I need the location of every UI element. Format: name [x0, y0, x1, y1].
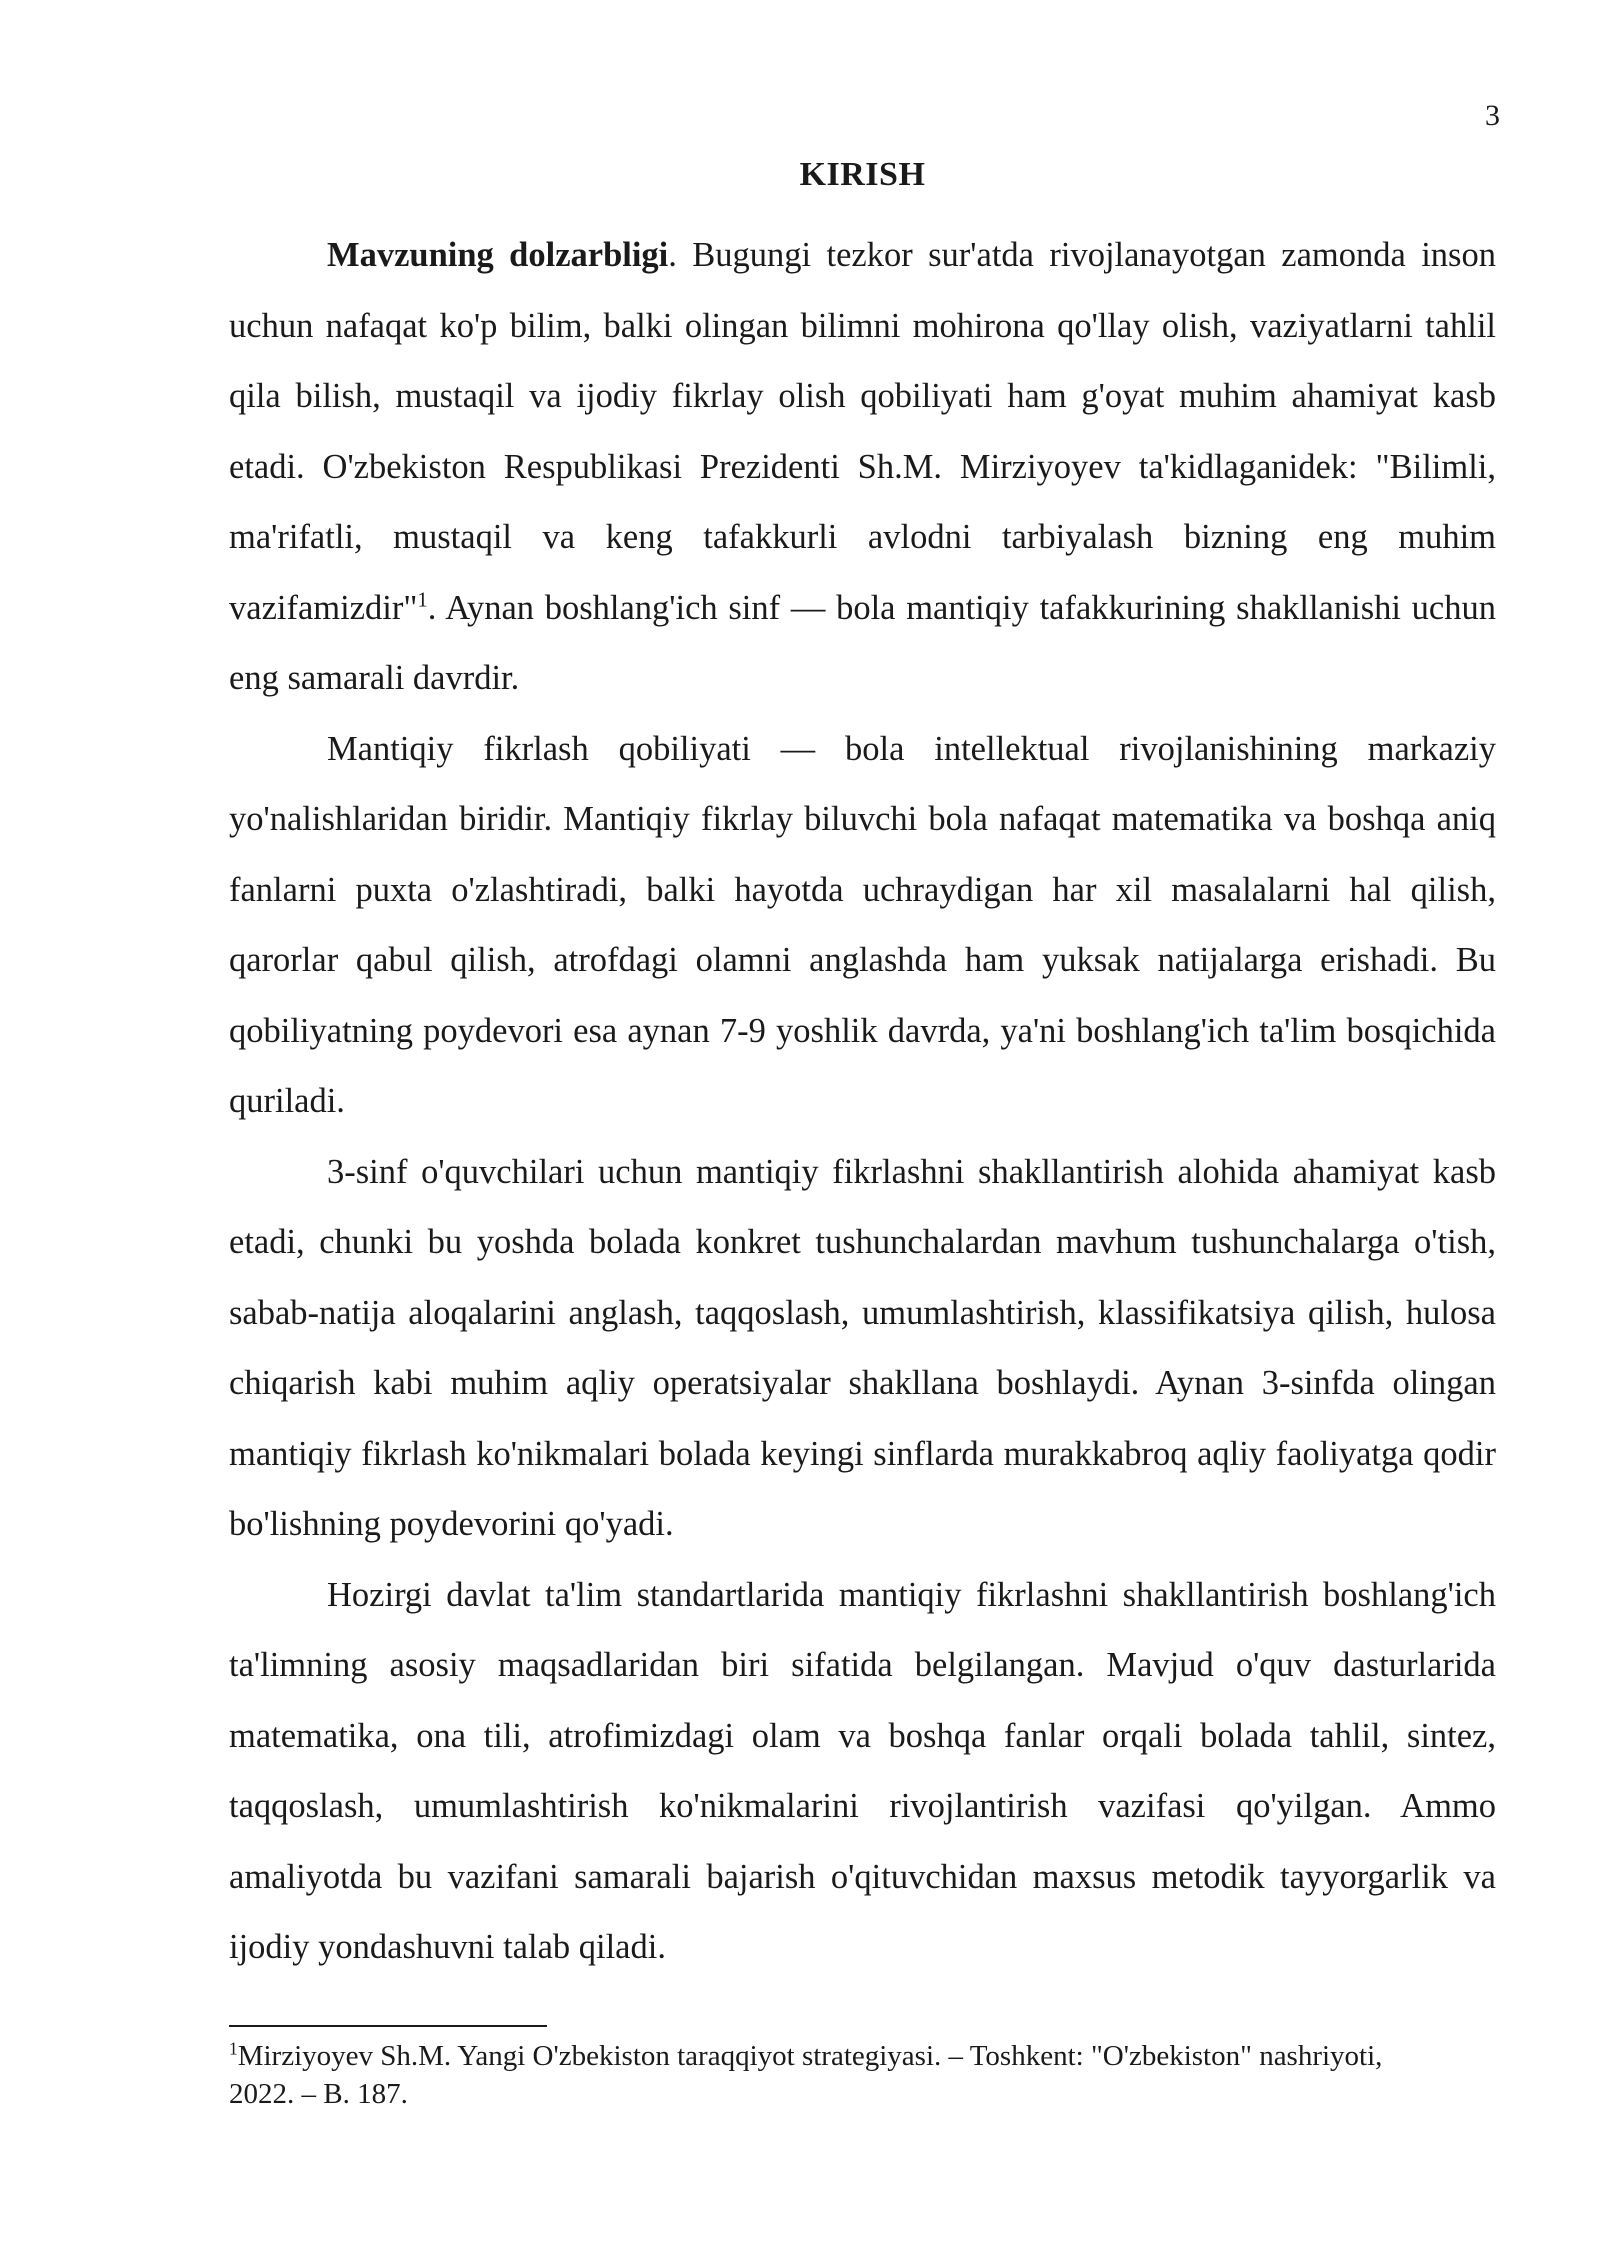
footnote-area	[229, 2025, 1496, 2113]
footnote-separator	[229, 2025, 547, 2027]
paragraph-lead-bold: Mavzuning dolzarbligi	[327, 236, 669, 274]
paragraph-2: Mantiqiy fikrlash qobiliyati — bola intellektual rivojlanishining markaziy yo'nalishlaridan biridir. Mantiqiy fikrlay biluvchi bola nafaqat matematika va boshqa aniq fanlarni puxta o'zlashtiradi, balki hayotda uchraydigan har xil masalalarni hal qilish, qarorlar qabul qilish, atrofdagi olamni anglashda ham yuksak natijalarga erishadi. Bu qobiliyatning poydevori esa aynan 7-9 yoshlik davrda, ya'ni boshlang'ich ta'lim bosqichida quriladi.	[229, 729, 1496, 1120]
section-heading: KIRISH	[799, 156, 926, 193]
footnote-reference[interactable]: 1	[417, 589, 428, 611]
page-number: 3	[1485, 99, 1500, 132]
paragraph-4: Hozirgi davlat ta'lim standartlarida mantiqiy fikrlashni shakllantirish boshlang'ich ta'limning asosiy maqsadlaridan biri sifatida belgilangan. Mavjud o'quv dasturlarida matematika, ona tili, atrofimizdagi olam va boshqa fanlar orqali bolada tahlil, sintez, taqqoslash, umumlashtirish ko'nikmalarini rivojlantirish vazifasi qo'yilgan. Ammo amaliyotda bu vazifani samarali bajarish o'qituvchidan maxsus metodik tayyorgarlik va ijodiy yondashuvni talab qiladi.	[229, 1575, 1496, 1966]
footnote	[229, 2037, 1496, 2113]
paragraph-3: 3-sinf o'quvchilari uchun mantiqiy fikrlashni shakllantirish alohida ahamiyat kasb etadi, chunki bu yoshda bolada konkret tushunchalardan mavhum tushunchalarga o'tish, sabab-natija aloqalarini anglash, taqqoslash, umumlashtirish, klassifikatsiya qilish, hulosa chiqarish kabi muhim aqliy operatsiyalar shakllana boshlaydi. Aynan 3-sinfda olingan mantiqiy fikrlash ko'nikmalari bolada keyingi sinflarda murakkabroq aqliy faoliyatga qodir bo'lishning poydevorini qo'yadi.	[229, 1152, 1496, 1543]
paragraph-text: . Bugungi tezkor sur'atda rivojlanayotgan zamonda inson uchun nafaqat ko'p bilim, balki olingan bilimni mohirona qo'llay olish, vaziyatlarni tahlil qila bilish, mustaqil va ijodiy fikrlay olish qobiliyati ham g'oyat muhim ahamiyat kasb etadi. O'zbekiston Respublikasi Prezidenti Sh.M. Mirziyoyev ta'kidlaganidek: "Bilimli, ma'rifatli, mustaqil va keng tafakkurli avlodni tarbiyalash bizning eng muhim vazifamizdir"	[229, 236, 1496, 627]
document-body	[229, 150, 1496, 1983]
paragraph-1	[229, 220, 1496, 714]
footnote-marker: 1	[229, 2038, 238, 2059]
paragraph-text: . Aynan boshlang'ich sinf — bola mantiqiy tafakkurining shakllanishi uchun eng samarali davrdir.	[229, 588, 1496, 697]
footnote-text: Mirziyoyev Sh.M. Yangi O'zbekiston taraqqiyot strategiyasi. – Toshkent: "O'zbekiston" nashriyoti, 2022. – B. 187.	[229, 2040, 1383, 2110]
